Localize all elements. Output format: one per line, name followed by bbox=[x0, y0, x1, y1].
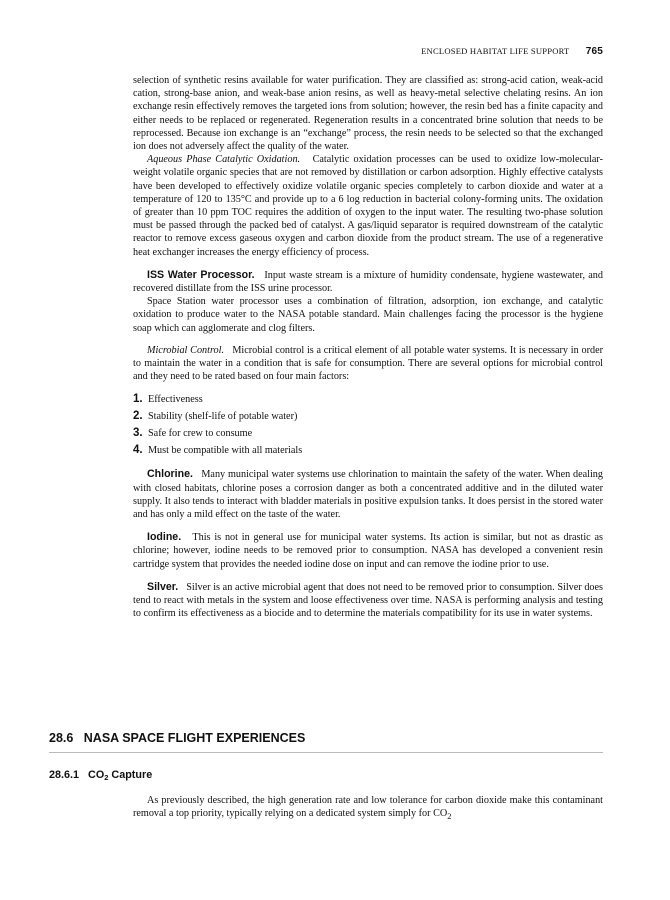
page-number: 765 bbox=[585, 46, 603, 57]
section-rule bbox=[49, 752, 603, 753]
list-number: 4. bbox=[133, 444, 143, 457]
list-item bbox=[133, 442, 603, 459]
paragraph-microbial-control bbox=[133, 344, 603, 384]
paragraph-co2-capture bbox=[133, 794, 603, 823]
subsection-heading bbox=[49, 769, 152, 782]
section-title: NASA SPACE FLIGHT EXPERIENCES bbox=[83, 731, 306, 745]
run-in-heading-iss: ISS Water Processor. bbox=[147, 268, 255, 281]
run-in-heading-iodine: Iodine. bbox=[147, 531, 182, 544]
paragraph-iodine bbox=[133, 531, 603, 571]
section-heading bbox=[49, 731, 305, 745]
run-in-heading-chlorine: Chlorine. bbox=[147, 468, 193, 481]
list-number: 1. bbox=[133, 393, 143, 406]
list-text: Stability (shelf-life of potable water) bbox=[148, 411, 298, 423]
run-in-heading-aqueous: Aqueous Phase Catalytic Oxidation. bbox=[147, 154, 301, 166]
factors-list bbox=[133, 391, 603, 459]
running-title: ENCLOSED HABITAT LIFE SUPPORT bbox=[421, 46, 570, 56]
subsection-number: 28.6.1 bbox=[49, 769, 80, 781]
microbial-text: Microbial control is a critical element of all potable water systems. It is necessary in order to maintain the water in a condition that is safe for consumption. There are several options for microbial control and they need to be rated based on four main factors: bbox=[133, 344, 603, 383]
co2-text: As previously described, the high generation rate and low tolerance for carbon dioxide make this contaminant removal a top priority, typically relying on a dedicated system simply for CO bbox=[133, 795, 603, 820]
paragraph-chlorine bbox=[133, 468, 603, 521]
silver-text: Silver is an active microbial agent that does not need to be removed prior to consumption. Silver does tend to react with metals in the system and loose effectiveness over time. NASA is performing analysis and testing to confirm its effectiveness as a biocide and to determine the materials compatibility for its use in water systems. bbox=[133, 581, 603, 620]
paragraph-catalytic-oxidation bbox=[133, 153, 603, 259]
paragraph-iss-water-processor bbox=[133, 269, 603, 295]
run-in-heading-microbial: Microbial Control. bbox=[147, 344, 225, 356]
section-number: 28.6 bbox=[49, 731, 74, 745]
running-header bbox=[0, 46, 603, 57]
page-body bbox=[133, 74, 603, 621]
iss-text: Input waste stream is a mixture of humidity condensate, hygiene wastewater, and recovered distillate from the ISS urine processor. bbox=[133, 269, 603, 295]
list-text: Effectiveness bbox=[148, 394, 203, 406]
list-item bbox=[133, 408, 603, 425]
list-item bbox=[133, 425, 603, 442]
paragraph-ion-exchange: selection of synthetic resins available for water purification. They are classified as: strong-acid cation, weak-acid cation, strong-base anion, and weak-base anion resins, as well as heavy-metal selective chelating resins. An ion exchange resin effectively removes the targeted ions from solution; however, the resin bed has a finite capacity and either needs to be replaced or regenerated. Regeneration results in a concentrated brine solution that needs to be reprocessed. Because ion exchange is an “exchange” process, the resin needs to be selected so that the exchanged ion does not adversely affect the quality of the water. bbox=[133, 75, 603, 153]
list-item bbox=[133, 391, 603, 408]
chlorine-text: Many municipal water systems use chlorination to maintain the safety of the water. When dealing with closed habitats, chlorine poses a corrosion danger as both a concentrated additive and in the diluted water supply. It also tends to interact with bladder materials in positive expulsion tanks. It does persist in the stored water and has only a mild effect on the taste of the water. bbox=[133, 469, 603, 521]
co2-subscript: 2 bbox=[447, 811, 452, 822]
subsection-title-prefix: CO bbox=[88, 769, 105, 781]
subsection-title-suffix: Capture bbox=[108, 769, 153, 781]
list-text: Must be compatible with all materials bbox=[148, 445, 303, 457]
paragraph-silver bbox=[133, 581, 603, 621]
paragraph-iss-details: Space Station water processor uses a combination of filtration, adsorption, ion exchange, and catalytic oxidation to produce water to the NASA potable standard. Main challenges facing the processor is the hygiene soap which can agglomerate and clog filters. bbox=[133, 296, 603, 334]
aqueous-text: Catalytic oxidation processes can be used to oxidize low-molecular-weight volatile organic species that are not removed by distillation or carbon adsorption. Highly effective catalysts have been developed to effectively oxidize volatile organic species completely to carbon dioxide and water at a temperature of 120 to 135°C and provide up to a 6 log reduction in bacterial colony-forming units. The oxidation of greater than 10 ppm TOC requires the addition of oxygen to the input water. The resulting two-phase solution must be passed through the packed bed of catalyst. A gas/liquid separator is required downstream of the catalytic reactor to remove excess gaseous oxygen and carbon dioxide from the product stream. The use of a regenerative heat exchanger increases the energy efficiency of process. bbox=[133, 154, 604, 258]
co2-paragraph-text bbox=[133, 794, 603, 823]
list-number: 3. bbox=[133, 427, 143, 440]
iodine-text: This is not in general use for municipal water systems. Its action is similar, but not as drastic as chlorine; however, iodine needs to be removed prior to consumption. NASA has developed a convenient resin cartridge system that provides the needed iodine dose on input and can remove the iodine prior to use. bbox=[133, 532, 603, 570]
list-text: Safe for crew to consume bbox=[148, 428, 253, 440]
list-number: 2. bbox=[133, 410, 143, 423]
subsection-title-subscript: 2 bbox=[104, 773, 109, 782]
run-in-heading-silver: Silver. bbox=[147, 580, 179, 593]
